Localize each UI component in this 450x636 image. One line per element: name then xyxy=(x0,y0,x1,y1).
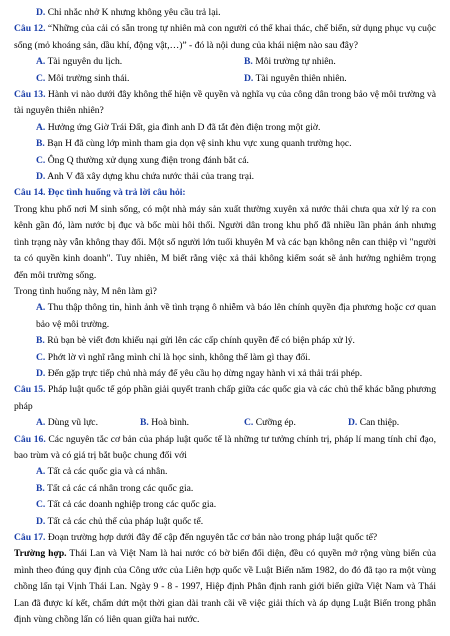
option-text: Tất cả các quốc gia và cá nhân. xyxy=(47,466,168,478)
question-label: Câu 17. xyxy=(14,532,46,543)
option-label: A. xyxy=(36,466,46,478)
question-text: Pháp luật quốc tế góp phần giải quyết tranh chấp giữa các quốc gia và các chủ thể khác bằng phương pháp xyxy=(14,384,436,412)
option-label: D. xyxy=(36,515,46,527)
option-label: D. xyxy=(244,72,254,84)
option-label: C. xyxy=(36,351,46,363)
option-b[interactable] xyxy=(140,415,244,431)
option-a[interactable] xyxy=(14,120,436,136)
option-d-previous xyxy=(14,5,436,21)
situation-text: Trong khu phố nơi M sinh sống, có một nhà máy sản xuất thường xuyên xả nước thải chưa qua xử lý ra con kênh gần đó, làm nước bị đục và bốc mùi hôi thối. Người dân trong khu phố đã nhiều lần phản ánh nhưng tình trạng này vẫn không thay đổi. Một số người lớn tuổi khuyên M và các bạn không nên can thiệp vì "người ta có quyền kinh doanh". Tuy nhiên, M biết rằng việc xả thải không kiểm soát sẽ ảnh hưởng nghiêm trọng đến môi trường sống. xyxy=(14,203,436,281)
option-label: C. xyxy=(36,154,46,166)
option-text: Cưỡng ép. xyxy=(255,417,296,429)
option-label: D. xyxy=(348,417,358,429)
option-label: B. xyxy=(36,138,45,150)
option-b[interactable] xyxy=(244,54,336,70)
option-label: B. xyxy=(140,417,149,429)
question-label: Câu 15. xyxy=(14,384,46,396)
question-text: Các nguyên tắc cơ bản của pháp luật quốc tế là những tư tưởng chính trị, pháp lí mang tính chỉ đạo, bao trùm và có giá trị bắt buộc chung đối với xyxy=(14,433,437,461)
option-text: Môi trường tự nhiên. xyxy=(255,56,336,68)
option-label: A. xyxy=(36,121,46,133)
option-label: A. xyxy=(36,56,46,68)
option-text: Môi trường sinh thái. xyxy=(47,72,130,84)
question-13 xyxy=(14,87,436,120)
option-text: Can thiệp. xyxy=(359,417,400,429)
question-label: Câu 12. xyxy=(14,23,46,35)
option-b[interactable] xyxy=(14,481,436,497)
question-16 xyxy=(14,432,436,465)
question-label: Câu 13. xyxy=(14,89,46,101)
options-row xyxy=(14,71,436,87)
option-text: Tài nguyên du lịch. xyxy=(47,56,123,68)
option-text: Bạn H đã cùng lớp mình tham gia dọn vệ sinh khu vực xung quanh trường học. xyxy=(47,138,352,150)
case-label: Trường hợp. xyxy=(14,548,67,560)
option-d[interactable] xyxy=(14,169,436,185)
question-14 xyxy=(14,185,436,201)
option-label: C. xyxy=(244,417,254,429)
case-text xyxy=(14,546,436,628)
question-label: Câu 16. xyxy=(14,433,46,445)
question-17 xyxy=(14,530,436,546)
question-text: Đoạn trường hợp dưới đây để cập đến nguyên tắc cơ bản nào trong pháp luật quốc tế? xyxy=(47,532,378,543)
question-label: Câu 14. Đọc tình huống và trả lời câu hỏi: xyxy=(14,187,186,199)
option-text: Rủ bạn bè viết đơn khiếu nại gửi lên các cấp chính quyền để có biện pháp xử lý. xyxy=(47,335,355,347)
option-d[interactable] xyxy=(244,71,347,87)
option-label: B. xyxy=(244,56,253,68)
option-label: B. xyxy=(36,335,45,347)
case-body: Thái Lan và Việt Nam là hai nước có bờ biển đối diện, đều có quyền mở rộng vùng biển của mình theo đúng quy định của Công ước của Liên hợp quốc về Luật Biển năm 1982, do đó đã tạo ra một vùng chồng lấn tại Vịnh Thái Lan. Ngày 9 - 8 - 1997, Hiệp định Phân định ranh giới biển giữa Việt Nam và Thái Lan đã được kí kết, chấm dứt một thời gian dài tranh cãi về việc giải thích và áp dụng Luật Biển trong phân định vùng chồng lấn có liên quan giữa hai nước. xyxy=(14,548,436,626)
option-label: D. xyxy=(36,7,46,18)
option-label: C. xyxy=(36,499,46,511)
option-a[interactable] xyxy=(14,300,436,333)
option-c[interactable] xyxy=(244,415,348,431)
option-a[interactable] xyxy=(14,464,436,480)
question-15 xyxy=(14,382,436,415)
option-text: Chỉ nhắc nhở K nhưng không yêu cầu trả lại. xyxy=(47,7,221,18)
option-b[interactable] xyxy=(14,333,436,349)
options-row xyxy=(14,54,436,70)
option-text: Dùng vũ lực. xyxy=(47,417,98,429)
option-text: Phớt lờ vì nghĩ rằng mình chỉ là học sinh, không thể làm gì thay đổi. xyxy=(47,351,311,363)
option-label: A. xyxy=(36,302,46,314)
option-text: Tất cả các doanh nghiệp trong các quốc gia. xyxy=(47,499,217,511)
option-d[interactable] xyxy=(14,366,436,382)
option-d[interactable] xyxy=(348,415,399,431)
option-a[interactable] xyxy=(36,415,140,431)
option-c[interactable] xyxy=(36,71,244,87)
option-text: Anh V đã xây dựng khu chứa nước thải của trang trại. xyxy=(47,171,255,183)
option-text: Tất cả các chủ thể của pháp luật quốc tế. xyxy=(47,515,204,527)
option-b[interactable] xyxy=(14,136,436,152)
option-label: D. xyxy=(36,367,46,379)
question-12 xyxy=(14,21,436,54)
option-text: Thu thập thông tin, hình ảnh về tình trạng ô nhiễm và báo lên chính quyền địa phương hoặc cơ quan bảo vệ môi trường. xyxy=(36,302,436,330)
option-c[interactable] xyxy=(14,153,436,169)
option-a[interactable] xyxy=(36,54,244,70)
option-text: Đến gặp trực tiếp chủ nhà máy để yêu cầu họ dừng ngay hành vi xả thải trái phép. xyxy=(47,367,363,379)
option-text: Tài nguyên thiên nhiên. xyxy=(255,72,347,84)
question-text: Hành vi nào dưới đây không thể hiện về quyền và nghĩa vụ của công dân trong bảo vệ môi trường và tài nguyên thiên nhiên? xyxy=(14,89,436,117)
option-text: Hoà bình. xyxy=(151,417,190,429)
question-prompt: Trong tình huống này, M nên làm gì? xyxy=(14,285,157,297)
option-d[interactable] xyxy=(14,514,436,530)
option-label: B. xyxy=(36,482,45,494)
option-text: Tất cả các cá nhân trong các quốc gia. xyxy=(47,482,194,494)
question-text: “Những của cải có sẵn trong tự nhiên mà con người có thể khai thác, chế biến, sử dụng phục vụ cuộc sống (mỏ khoáng sản, dầu khí, động vật,…)” - đó là nội dung của khái niệm nào sau đây? xyxy=(14,23,436,51)
option-text: Hưởng ứng Giờ Trái Đất, gia đình anh D đã tắt đèn điện trong một giờ. xyxy=(47,121,321,133)
option-label: A. xyxy=(36,417,46,429)
option-label: C. xyxy=(36,72,46,84)
option-label: D. xyxy=(36,171,46,183)
option-c[interactable] xyxy=(14,497,436,513)
options-row xyxy=(14,415,436,431)
option-c[interactable] xyxy=(14,350,436,366)
option-text: Ông Q thường xử dụng xung điện trong đánh bắt cá. xyxy=(47,154,249,166)
